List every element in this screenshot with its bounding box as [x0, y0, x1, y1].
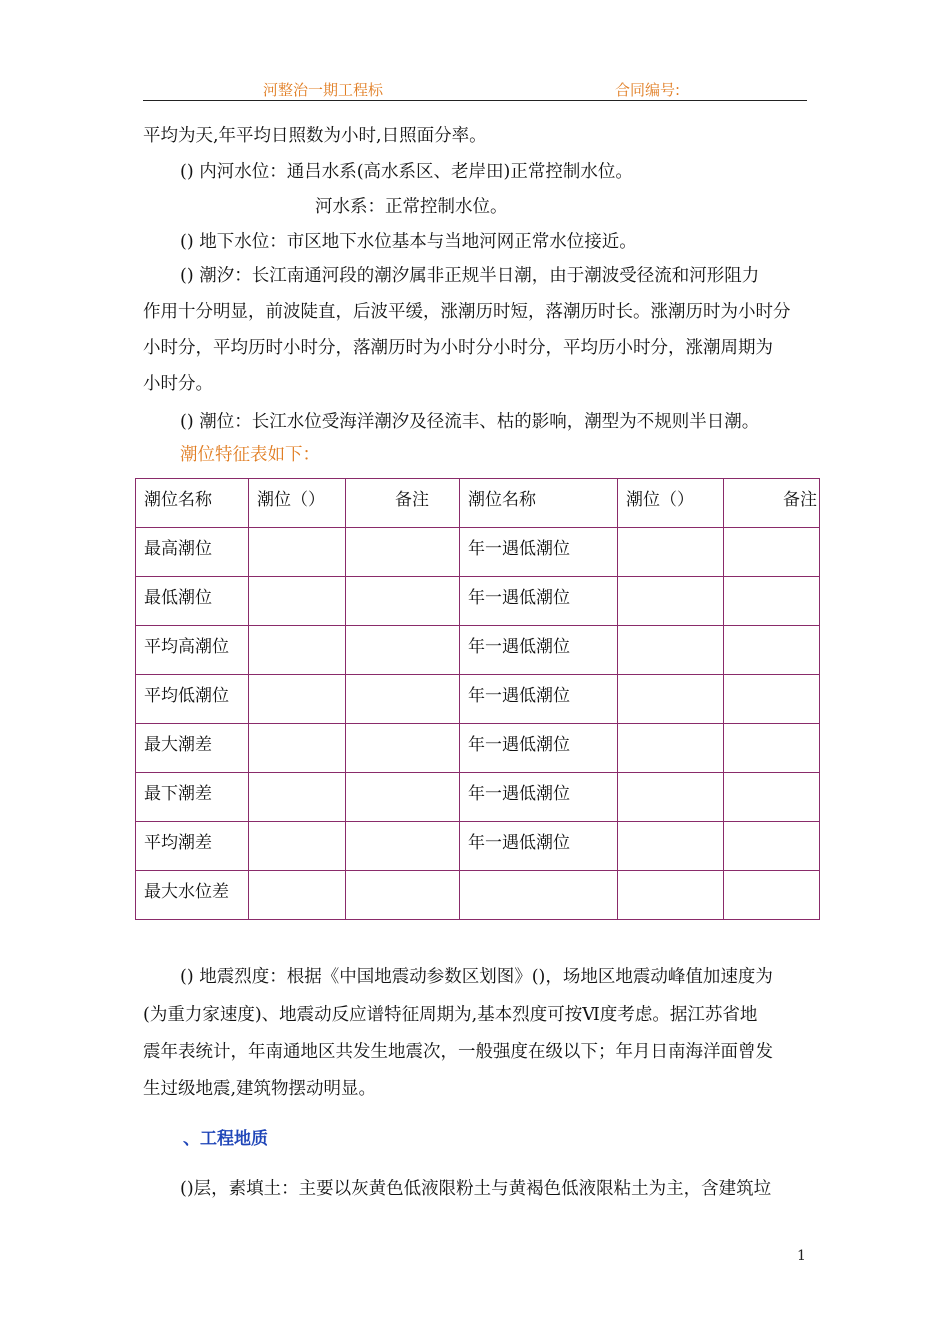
- tide-name-cell: 年一遇低潮位: [460, 773, 618, 822]
- tide-name-cell: 年一遇低潮位: [460, 577, 618, 626]
- header-cell: 潮位名称: [460, 479, 618, 528]
- tide-name-cell: 平均高潮位: [136, 626, 249, 675]
- tide-name-cell: 年一遇低潮位: [460, 528, 618, 577]
- header-project-title: 河整治一期工程标: [263, 81, 384, 99]
- header-cell: 潮位（）: [249, 479, 346, 528]
- table-row: [136, 822, 820, 871]
- table-row: [136, 675, 820, 724]
- page-number: 1: [797, 1248, 806, 1264]
- tide-name-cell: 年一遇低潮位: [460, 626, 618, 675]
- paragraph-seismic-line1: () 地震烈度：根据《中国地震动参数区划图》()，场地区地震动峰值加速度为: [180, 967, 773, 987]
- tide-name-cell: 最高潮位: [136, 528, 249, 577]
- table-row: [136, 871, 820, 920]
- page-header: [143, 76, 807, 101]
- paragraph-sunshine: 平均为天,年平均日照数为小时,日照面分率。: [143, 126, 487, 146]
- paragraph-river-system: 河水系：正常控制水位。: [315, 197, 508, 217]
- table-row: [136, 577, 820, 626]
- tide-name-cell: 年一遇低潮位: [460, 822, 618, 871]
- paragraph-fill-soil: ()层，素填土：主要以灰黄色低液限粉土与黄褐色低液限粘土为主，含建筑垃: [180, 1179, 772, 1199]
- table-row: [136, 724, 820, 773]
- tide-name-cell: 最下潮差: [136, 773, 249, 822]
- table-header-row: [136, 479, 820, 528]
- table-row: [136, 528, 820, 577]
- table-caption: 潮位特征表如下：: [180, 445, 320, 465]
- header-cell: 备注: [724, 479, 820, 528]
- paragraph-tide-line1: () 潮汐：长江南通河段的潮汐属非正规半日潮，由于潮波受径流和河形阻力: [180, 266, 760, 286]
- paragraph-seismic-line4: 生过级地震,建筑物摆动明显。: [143, 1079, 377, 1099]
- paragraph-seismic-line3: 震年表统计，年南通地区共发生地震次，一般强度在级以下；年月日南海洋面曾发: [143, 1042, 773, 1062]
- header-cell: 备注: [346, 479, 460, 528]
- paragraph-tide-line2: 作用十分明显，前波陡直，后波平缓，涨潮历时短，落潮历时长。涨潮历时为小时分: [143, 302, 791, 322]
- paragraph-groundwater: () 地下水位：市区地下水位基本与当地河网正常水位接近。: [180, 232, 637, 252]
- paragraph-inland-water-level: () 内河水位：通吕水系(高水系区、老岸田)正常控制水位。: [180, 162, 633, 182]
- tide-name-cell: 平均低潮位: [136, 675, 249, 724]
- header-cell: 潮位名称: [136, 479, 249, 528]
- table-row: [136, 773, 820, 822]
- paragraph-seismic-line2: (为重力家速度)、地震动反应谱特征周期为,基本烈度可按Ⅵ度考虑。据江苏省地: [143, 1005, 758, 1025]
- tide-characteristics-table: [135, 478, 820, 920]
- section-heading-engineering-geology: 、工程地质: [183, 1129, 268, 1149]
- paragraph-tide-line3: 小时分，平均历时小时分，落潮历时为小时分小时分，平均历小时分，涨潮周期为: [143, 338, 773, 358]
- paragraph-tide-line4: 小时分。: [143, 374, 213, 394]
- header-cell: 潮位（）: [618, 479, 724, 528]
- tide-name-cell: 最大水位差: [136, 871, 249, 920]
- header-contract-number: 合同编号:: [615, 81, 681, 99]
- paragraph-tide-level: () 潮位：长江水位受海洋潮汐及径流丰、枯的影响，潮型为不规则半日潮。: [180, 412, 760, 432]
- tide-name-cell: [460, 871, 618, 920]
- table-row: [136, 626, 820, 675]
- tide-name-cell: 年一遇低潮位: [460, 724, 618, 773]
- tide-name-cell: 年一遇低潮位: [460, 675, 618, 724]
- tide-name-cell: 平均潮差: [136, 822, 249, 871]
- tide-name-cell: 最大潮差: [136, 724, 249, 773]
- tide-name-cell: 最低潮位: [136, 577, 249, 626]
